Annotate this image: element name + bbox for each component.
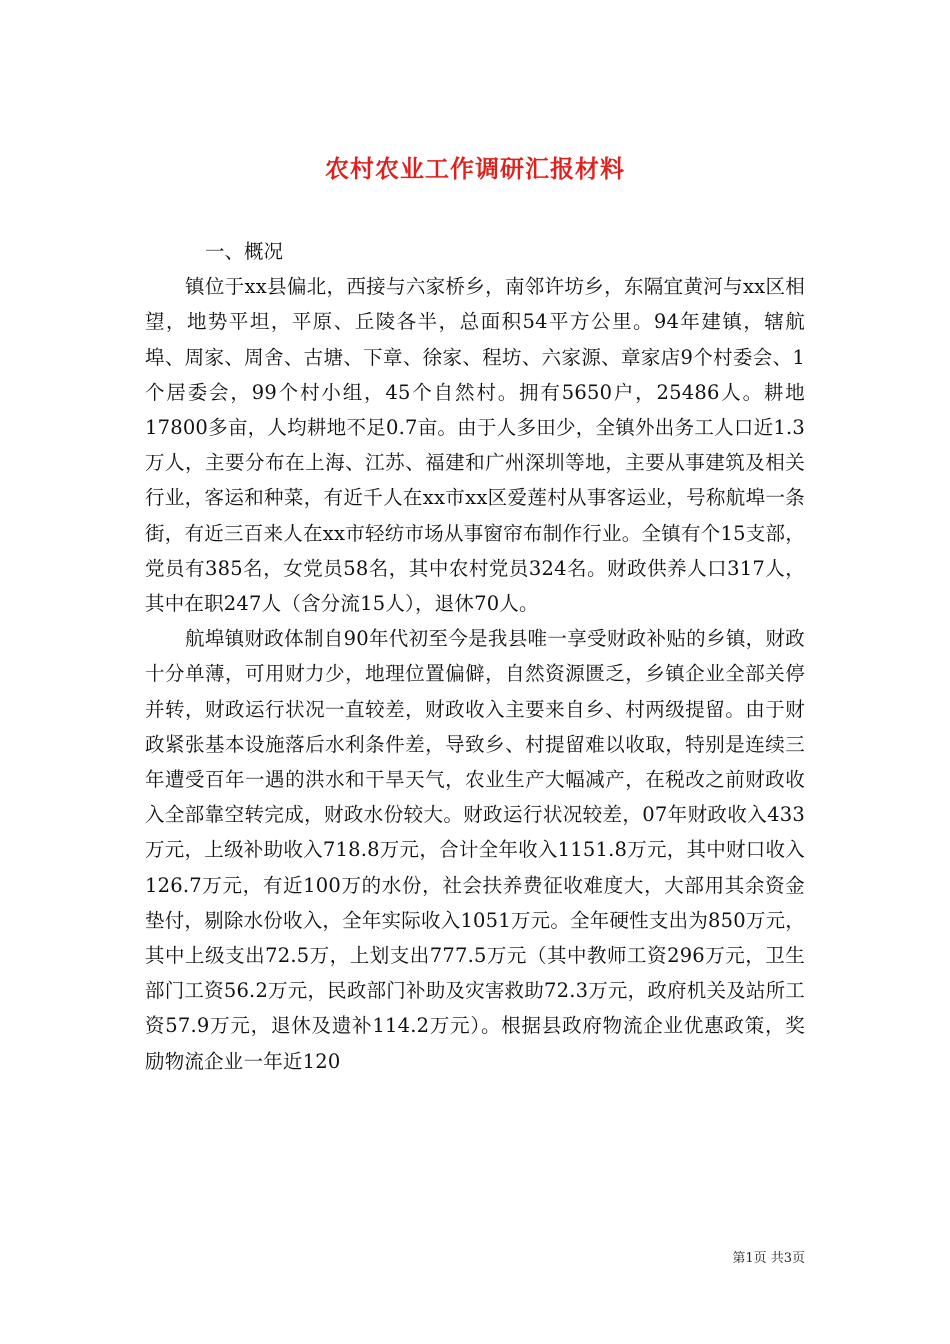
page-number-footer: 第1页 共3页 — [732, 1251, 805, 1266]
document-body — [145, 234, 805, 1079]
paragraph-finance: 航埠镇财政体制自90年代初至今是我县唯一享受财政补贴的乡镇，财政十分单薄，可用财力少，地理位置偏僻，自然资源匮乏，乡镇企业全部关停并转，财政运行状况一直较差，财政收入主要来自乡、村两级提留。由于财政紧张基本设施落后水利条件差，导致乡、村提留难以收取，特别是连续三年遭受百年一遇的洪水和干旱天气，农业生产大幅减产，在税改之前财政收入全部靠空转完成，财政水份较大。财政运行状况较差，07年财政收入433万元，上级补助收入718.8万元，合计全年收入1151.8万元，其中财口收入126.7万元，有近100万的水份，社会扶养费征收难度大，大部用其余资金垫付，剔除水份收入，全年实际收入1051万元。全年硬性支出为850万元，其中上级支出72.5万，上划支出777.5万元（其中教师工资296万元，卫生部门工资56.2万元，民政部门补助及灾害救助72.3万元，政府机关及站所工资57.9万元，退休及遗补114.2万元）。根据县政府物流企业优惠政策，奖励物流企业一年近120 — [145, 627, 805, 1073]
section-heading: 一、概况 — [205, 240, 284, 263]
document-title: 农村农业工作调研汇报材料 — [325, 154, 625, 184]
paragraph-overview: 镇位于xx县偏北，西接与六家桥乡，南邻许坊乡，东隔宜黄河与xx区相望，地势平坦，平原、丘陵各半，总面积54平方公里。94年建镇，辖航埠、周家、周舍、古塘、下章、徐家、程坊、六家源、章家店9个村委会、1个居委会，99个村小组，45个自然村。拥有5650户，25486人。耕地17800多亩，人均耕地不足0.7亩。由于人多田少，全镇外出务工人口近1.3万人，主要分布在上海、江苏、福建和广州深圳等地，主要从事建筑及相关行业，客运和种菜，有近千人在xx市xx区爱莲村从事客运业，号称航埠一条街，有近三百来人在xx市轻纺市场从事窗帘布制作行业。全镇有个15支部，党员有385名，女党员58名，其中农村党员324名。财政供养人口317人，其中在职247人（含分流15人），退休70人。 — [145, 275, 805, 616]
